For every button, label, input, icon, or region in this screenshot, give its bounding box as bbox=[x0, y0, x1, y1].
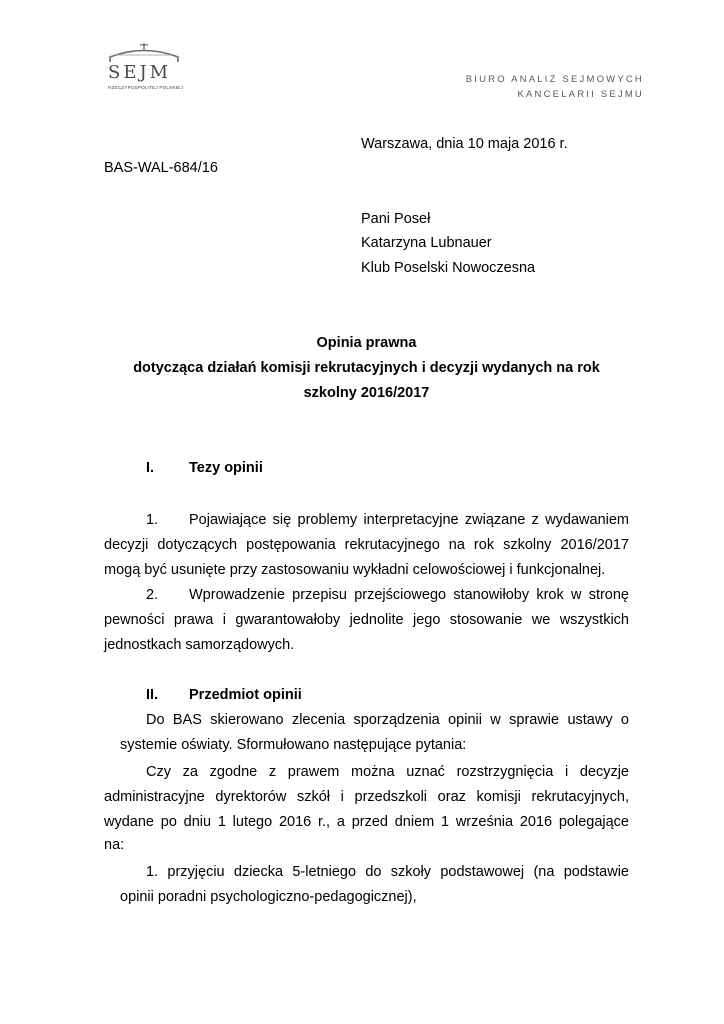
section-number: I. bbox=[146, 460, 155, 476]
section-heading: Tezy opinii bbox=[189, 460, 263, 476]
paragraph-line: decyzji dotyczących postępowania rekrutacyjnego na rok szkolny 2016/2017 bbox=[104, 537, 629, 553]
logo-subtitle: RZECZYPOSPOLITEJ POLSKIEJ bbox=[108, 85, 183, 90]
paragraph-line: wydane po dniu 1 lutego 2016 r., a przed dniem 1 września 2016 polegające bbox=[104, 814, 629, 830]
paragraph-line: systemie oświaty. Sformułowano następujące pytania: bbox=[120, 737, 467, 753]
paragraph-line: Czy za zgodne z prawem można uznać rozstrzygnięcia i decyzje bbox=[146, 764, 629, 780]
paragraph-line: pewności prawa i gwarantowałoby jednolite jego stosowanie we wszystkich bbox=[104, 612, 629, 628]
recipient-line: Pani Poseł bbox=[361, 211, 431, 227]
sejm-building-icon bbox=[104, 40, 184, 64]
recipient-line: Katarzyna Lubnauer bbox=[361, 235, 492, 251]
document-subtitle: szkolny 2016/2017 bbox=[303, 385, 430, 401]
sejm-logo bbox=[104, 40, 184, 98]
list-item-line: 1. przyjęciu dziecka 5-letniego do szkoły podstawowej (na podstawie bbox=[146, 864, 629, 880]
document-title: Opinia prawna bbox=[316, 335, 417, 351]
list-item-line: opinii poradni psychologiczno-pedagogicznej), bbox=[120, 889, 417, 905]
recipient-line: Klub Poselski Nowoczesna bbox=[361, 260, 536, 276]
section-heading: Przedmiot opinii bbox=[189, 687, 302, 703]
paragraph-line: Do BAS skierowano zlecenia sporządzenia opinii w sprawie ustawy o bbox=[146, 712, 629, 728]
paragraph-line: jednostkach samorządowych. bbox=[104, 637, 295, 653]
document-subtitle: dotycząca działań komisji rekrutacyjnych i decyzji wydanych na rok bbox=[133, 360, 600, 376]
bureau-line-2: KANCELARII SEJMU bbox=[517, 89, 644, 100]
paragraph-line: mogą być usunięte przy zastosowaniu wykładni celowościowej i funkcjonalnej. bbox=[104, 562, 606, 578]
section-number: II. bbox=[146, 687, 159, 703]
bureau-line-1: BIURO ANALIZ SEJMOWYCH bbox=[465, 74, 644, 85]
paragraph-line: Pojawiające się problemy interpretacyjne związane z wydawaniem bbox=[189, 512, 629, 528]
paragraph-line: administracyjne dyrektorów szkół i przedszkoli oraz komisji rekrutacyjnych, bbox=[104, 789, 629, 805]
logo-wordmark: SEJM bbox=[108, 62, 172, 83]
paragraph-line: Wprowadzenie przepisu przejściowego stanowiłoby krok w stronę bbox=[189, 587, 629, 603]
bureau-name bbox=[466, 72, 644, 102]
paragraph-line: na: bbox=[104, 837, 125, 853]
item-number: 2. bbox=[146, 587, 159, 603]
item-number: 1. bbox=[146, 512, 159, 528]
place-date: Warszawa, dnia 10 maja 2016 r. bbox=[361, 136, 568, 152]
reference-number: BAS-WAL-684/16 bbox=[104, 160, 218, 176]
